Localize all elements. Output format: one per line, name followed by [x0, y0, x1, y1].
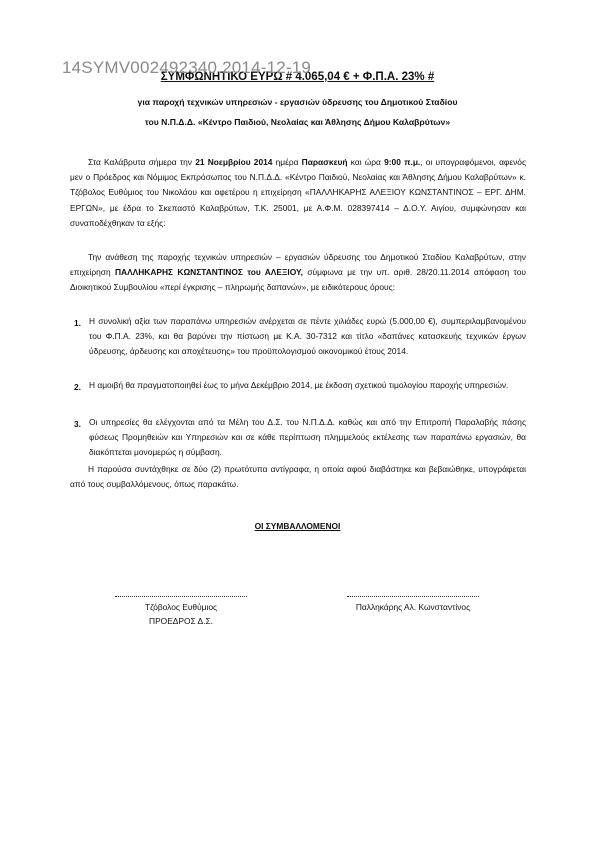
signatory-left-name: Τζόβολος Ευθύμιος	[144, 602, 218, 612]
assignment-text-a: Την ανάθεση της παροχής τεχνικών υπηρεσιών – εργασιών ύδρευσης του Δημοτικού Σταδίου Καλαβρύτων, στην επιχείρηση	[70, 252, 526, 278]
intro-text-a: Στα Καλάβρυτα σήμερα την	[88, 157, 196, 167]
assignment-company: ΠΑΛΛΗΚΑΡΗΣ ΚΩΝΣΤΑΝΤΙΝΟΣ του ΑΛΕΞΙΟΥ,	[114, 267, 303, 278]
document-stamp: 14SYMV002492340 2014-12-19	[62, 58, 312, 77]
signature-block-right	[333, 596, 493, 614]
document-title: ΣΥΜΦΩΝΗΤΙΚΟ ΕΥΡΩ # 4.065,04 € + Φ.Π.Α. 23% #	[160, 71, 435, 83]
term-3-number: 3.	[74, 419, 81, 429]
subtitle-line-1: για παροχή τεχνικών υπηρεσιών - εργασιών ύδρευσης του Δημοτικού Σταδίου	[137, 97, 458, 107]
parties-heading: ΟΙ ΣΥΜΒΑΛΛΟΜΕΝΟΙ	[254, 521, 341, 531]
signatory-right-name: Παλληκάρης Αλ. Κωνσταντίνος	[355, 602, 471, 612]
intro-text-c: και ώρα	[347, 157, 385, 167]
term-3-text: Οι υπηρεσίες θα ελέγχονται από τα Μέλη του Δ.Σ. του Ν.Π.Δ.Δ. καθώς και από την Επιτροπή Παραλαβής πάσης φύσεως Προμηθειών και Υπηρεσιών και σε κάθε περίπτωση πλημμελούς εκτέλεσης των παραπάνω εργασιών, θα διακόπτεται μονομερώς η σύμβαση.	[89, 417, 526, 458]
intro-time: 9:00 π.μ.	[384, 157, 421, 167]
signature-line-left	[115, 596, 247, 597]
signature-line-right	[347, 596, 479, 597]
intro-day: Παρασκευή	[301, 157, 348, 167]
term-2-text: Η αμοιβή θα πραγματοποιηθεί έως το μήνα Δεκέμβριο 2014, με έκδοση σχετικού τιμολογίου παροχής υπηρεσιών.	[89, 380, 509, 390]
term-1-text: Η συνολική αξία των παραπάνω υπηρεσιών ανέρχεται σε πέντε χιλιάδες ευρώ (5.000,00 €), συμπεριλαμβανομένου του Φ.Π.Α. 23%, και θα βαρύνει την πίστωση με Κ.Α. 30-7312 και τίτλο «δαπάνες κατασκευής τεχνικών έργων ύδρευσης, άρδευσης και αποχέτευσης» του προϋπολογισμού οικονομικού έτους 2014.	[89, 316, 526, 357]
intro-text-d: , οι υπογραφόμενοι, αφενός μεν ο Πρόεδρος και Νόμιμος Εκπρόσωπος του Ν.Π.Δ.Δ. «Κέντρο Παιδιού, Νεολαίας και Άθλησης Δήμου Καλαβρύτων» κ. Τζόβολος Ευθύμιος του Νικολάου και αφετέρου η επιχείρηση «ΠΑΛΛΗΚΑΡΗΣ ΑΛΕΞΙΟΥ ΚΩΝΣΤΑΝΤΙΝΟΣ – ΕΡΓ. ΔΗΜ. ΕΡΓΩΝ», με έδρα το Σκεπαστό Καλαβρύτων, Τ.Κ. 25001, με Α.Φ.Μ. 028397414 – Δ.Ο.Υ. Αιγίου, συμφώνησαν και συναποδέχθηκαν τα εξής:	[70, 157, 526, 228]
intro-paragraph	[70, 155, 526, 231]
signatory-left-role: ΠΡΟΕΔΡΟΣ Δ.Σ.	[149, 616, 213, 626]
subtitle-line-2: του Ν.Π.Δ.Δ. «Κέντρο Παιδιού, Νεολαίας και Άθλησης Δήμου Καλαβρύτων»	[144, 117, 451, 127]
intro-text-b: ημέρα	[272, 157, 302, 167]
term-1-number: 1.	[74, 318, 81, 328]
assignment-paragraph	[70, 250, 526, 296]
term-2-number: 2.	[74, 382, 81, 392]
intro-date: 21 Νοεμβρίου 2014	[195, 157, 273, 167]
closing-paragraph: Η παρούσα συντάχθηκε σε δύο (2) πρωτότυπα αντίγραφα, η οποία αφού διαβάστηκε και βεβαιώθηκε, υπογράφεται από τους συμβαλλόμενους, όπως παρακάτω.	[70, 464, 526, 490]
signature-block-left	[101, 596, 261, 628]
assignment-text-b: σύμφωνα με την υπ. αριθ. 28/20.11.2014 απόφαση του Διοικητικού Συμβουλίου «περί έγκρισης – πληρωμής δαπανών», με ειδικότερους όρους:	[70, 267, 526, 293]
